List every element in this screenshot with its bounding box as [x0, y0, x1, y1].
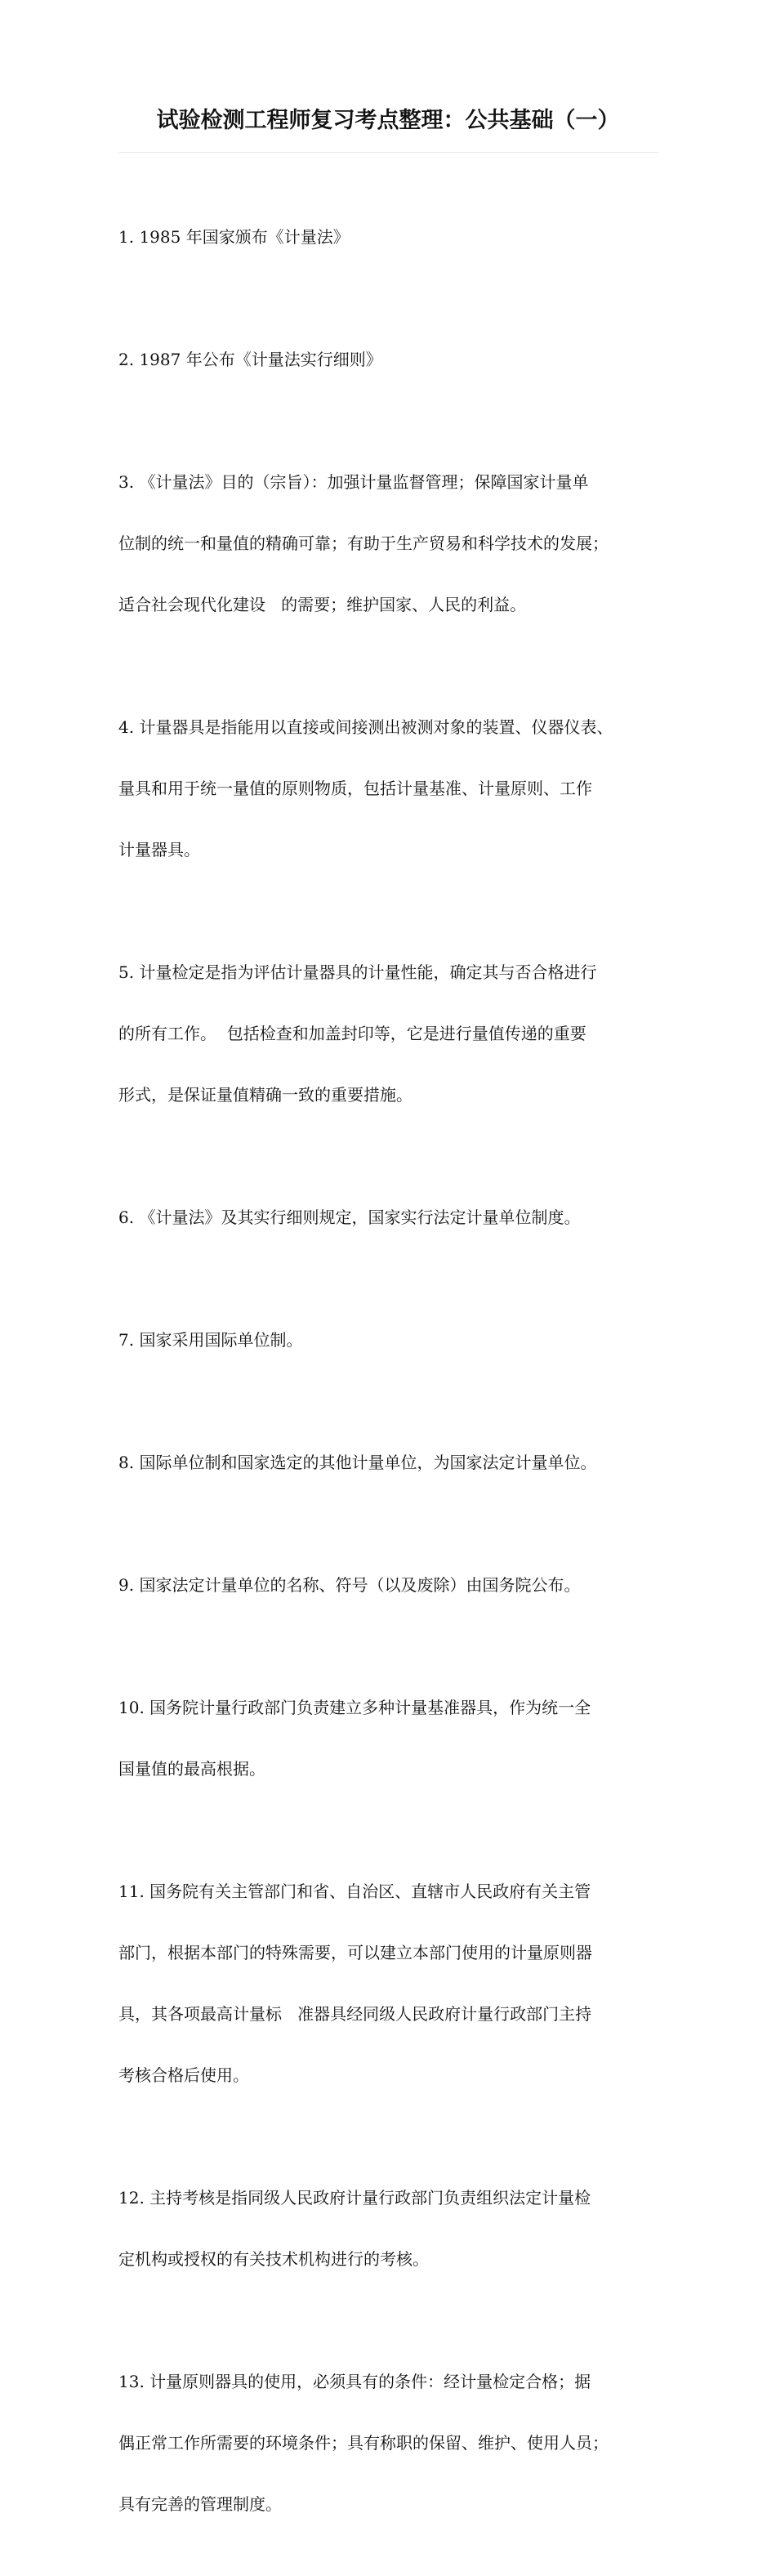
item-line: 偶正常工作所需要的环境条件；具有称职的保留、维护、使用人员； — [118, 2433, 609, 2453]
item-line: 6. 《计量法》及其实行细则规定，国家实行法定计量单位制度。 — [118, 1208, 581, 1227]
item-line: 位制的统一和量值的精确可靠；有助于生产贸易和科学技术的发展； — [118, 534, 609, 553]
list-item — [118, 1289, 667, 1391]
item-line: 2. 1987 年公布《计量法实行细则》 — [118, 350, 382, 369]
item-line: 具，其各项最高计量标 准器具经同级人民政府计量行政部门主持 — [118, 2004, 592, 2024]
item-line: 12. 主持考核是指同级人民政府计量行政部门负责组织法定计量检 — [118, 2188, 591, 2208]
item-line: 11. 国务院有关主管部门和省、自治区、直辖市人民政府有关主管 — [118, 1882, 591, 1901]
document-title: 试验检测工程师复习考点整理：公共基础（一） — [156, 108, 620, 133]
title-divider — [118, 152, 659, 153]
list-item — [118, 2147, 667, 2310]
list-item — [118, 431, 667, 656]
item-line: 具有完善的管理制度。 — [118, 2494, 282, 2514]
list-item — [118, 1412, 667, 1514]
list-item — [118, 309, 667, 411]
item-line: 的所有工作。 包括检查和加盖封印等，它是进行量值传递的重要 — [118, 1024, 586, 1043]
item-line: 8. 国际单位制和国家选定的其他计量单位，为国家法定计量单位。 — [118, 1453, 597, 1472]
list-item — [118, 676, 667, 901]
item-list — [118, 186, 667, 2576]
item-line: 3. 《计量法》目的（宗旨）：加强计量监督管理；保障国家计量单 — [118, 472, 589, 492]
list-item — [118, 1534, 667, 1636]
list-item — [118, 922, 667, 1146]
item-line: 4. 计量器具是指能用以直接或间接测出被测对象的装置、仪器仪表、 — [118, 717, 613, 737]
list-item — [118, 1167, 667, 1269]
item-line: 7. 国家采用国际单位制。 — [118, 1330, 303, 1350]
item-line: 形式，是保证量值精确一致的重要措施。 — [118, 1085, 413, 1105]
list-item — [118, 1841, 667, 2127]
item-line: 计量器具。 — [118, 840, 200, 859]
list-item — [118, 2331, 667, 2556]
item-line: 定机构或授权的有关技术机构进行的考核。 — [118, 2249, 429, 2269]
item-line: 5. 计量检定是指为评估计量器具的计量性能，确定其与否合格进行 — [118, 962, 597, 982]
item-line: 考核合格后使用。 — [118, 2065, 249, 2085]
item-line: 量具和用于统一量值的原则物质，包括计量基准、计量原则、工作 — [118, 779, 592, 798]
item-line: 部门，根据本部门的特殊需要，可以建立本部门使用的计量原则器 — [118, 1943, 592, 1962]
item-line: 1. 1985 年国家颁布《计量法》 — [118, 227, 350, 247]
item-line: 10. 国务院计量行政部门负责建立多种计量基准器具，作为统一全 — [118, 1698, 591, 1717]
list-item — [118, 1657, 667, 1820]
item-line: 13. 计量原则器具的使用，必须具有的条件：经计量检定合格；据 — [118, 2372, 591, 2391]
item-line: 国量值的最高根据。 — [118, 1759, 265, 1779]
list-item — [118, 186, 667, 288]
item-line: 适合社会现代化建设 的需要；维护国家、人民的利益。 — [118, 595, 527, 614]
item-line: 9. 国家法定计量单位的名称、符号（以及废除）由国务院公布。 — [118, 1575, 581, 1595]
